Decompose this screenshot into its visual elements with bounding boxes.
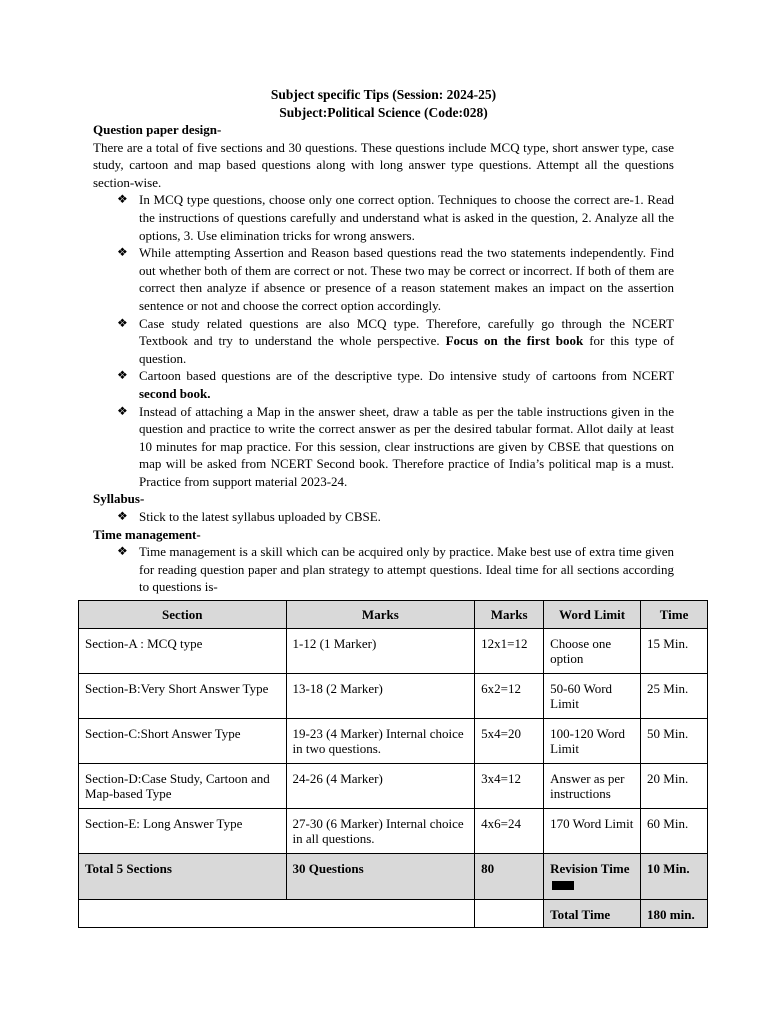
table-cell: 19-23 (4 Marker) Internal choice in two questions. <box>286 718 475 763</box>
document-title-subject: Subject:Political Science (Code:028) <box>279 104 488 120</box>
header-time: Time <box>641 601 708 629</box>
list-item-mcq-tip: ❖ In MCQ type questions, choose only one correct option. Techniques to choose the correct are-1. Read the instructions of questions carefully and understand what is asked in the question, 2. Analyze all the options, 3. Use elimination tricks for wrong answers. <box>117 192 674 243</box>
table-cell: Section-B:Very Short Answer Type <box>79 673 287 718</box>
table-cell: 12x1=12 <box>475 628 544 673</box>
diamond-bullet-icon: ❖ <box>117 368 128 383</box>
revision-minutes-cell: 10 Min. <box>641 853 708 899</box>
header-section: Section <box>79 601 287 629</box>
header-marks: Marks <box>286 601 475 629</box>
table-row <box>79 673 708 718</box>
table-cell: Section-A : MCQ type <box>79 628 287 673</box>
total-time-label: Total Time <box>544 899 641 927</box>
total-marks-cell: 80 <box>475 853 544 899</box>
header-marks-total: Marks <box>475 601 544 629</box>
time-management-heading: Time management- <box>93 526 201 542</box>
table-cell: Section-C:Short Answer Type <box>79 718 287 763</box>
table-cell: 6x2=12 <box>475 673 544 718</box>
table-cell: 3x4=12 <box>475 763 544 808</box>
table-row <box>79 763 708 808</box>
table-cell: 60 Min. <box>641 808 708 853</box>
list-item-assertion-tip: ❖ While attempting Assertion and Reason based questions read the two statements independently. Find out whether both of them are correct or not. These two may be correct or incorrect. If both of them are correct then analyze if absence or presence of a reason statement makes an impact on the assertion sentence or not and choose the correct option accordingly. <box>117 245 674 313</box>
total-questions-cell: 30 Questions <box>286 853 475 899</box>
table-cell: 20 Min. <box>641 763 708 808</box>
table-cell: 170 Word Limit <box>544 808 641 853</box>
table-cell: 25 Min. <box>641 673 708 718</box>
table-cell: 13-18 (2 Marker) <box>286 673 475 718</box>
table-row <box>79 718 708 763</box>
syllabus-list <box>93 508 674 526</box>
time-management-list <box>93 543 674 596</box>
empty-cell <box>475 899 544 927</box>
table-cell: 50-60 Word Limit <box>544 673 641 718</box>
table-cell: 100-120 Word Limit <box>544 718 641 763</box>
question-paper-intro: There are a total of five sections and 30 questions. These questions include MCQ type, short answer type, case study, cartoon and map based questions along with long answer type questions. Attempt all the questions section-wise. <box>93 139 674 190</box>
list-item-cartoon-tip: ❖ Cartoon based questions are of the descriptive type. Do intensive study of cartoons from NCERT second book. <box>117 368 674 401</box>
diamond-bullet-icon: ❖ <box>117 544 128 559</box>
diamond-bullet-icon: ❖ <box>117 509 128 524</box>
table-cell: 50 Min. <box>641 718 708 763</box>
table-row <box>79 808 708 853</box>
table-cell: 5x4=20 <box>475 718 544 763</box>
diamond-bullet-icon: ❖ <box>117 315 128 330</box>
table-cell: 24-26 (4 Marker) <box>286 763 475 808</box>
diamond-bullet-icon: ❖ <box>117 403 128 418</box>
empty-cell <box>79 899 475 927</box>
diamond-bullet-icon: ❖ <box>117 245 128 260</box>
revision-time-label: Revision Time <box>550 860 630 876</box>
list-item-map-tip: ❖ Instead of attaching a Map in the answer sheet, draw a table as per the table instructions given in the question and practice to write the correct answer as per the desired tabular format. Allot daily at least 10 minutes for map practice. For this session, clear instructions are given by CBSE that questions on map will be asked from NCERT Second book. Therefore practice of India’s political map is a must. Practice from support material 2023-24. <box>117 403 674 489</box>
table-cell: Section-E: Long Answer Type <box>79 808 287 853</box>
table-header-row <box>79 601 708 629</box>
table-final-row <box>79 899 708 927</box>
header-word-limit: Word Limit <box>544 601 641 629</box>
revision-time-cell <box>544 853 641 899</box>
list-item-time-tip: ❖ Time management is a skill which can be acquired only by practice. Make best use of extra time given for reading question paper and plan strategy to attempt questions. Ideal time for all sections according to questions is- <box>117 544 674 595</box>
total-time-value: 180 min. <box>641 899 708 927</box>
document-body <box>93 86 674 596</box>
total-sections-cell: Total 5 Sections <box>79 853 287 899</box>
table-cell: Choose one option <box>544 628 641 673</box>
syllabus-heading: Syllabus- <box>93 491 145 507</box>
table-cell: 15 Min. <box>641 628 708 673</box>
list-item-case-study-tip: ❖ Case study related questions are also MCQ type. Therefore, carefully go through the NCERT Textbook and try to understand the whole perspective. Focus on the first book for this type of question. <box>117 315 675 366</box>
time-allocation-table <box>78 600 708 928</box>
table-cell: Section-D:Case Study, Cartoon and Map-based Type <box>79 763 287 808</box>
question-paper-heading: Question paper design- <box>93 122 222 137</box>
table-cell: 27-30 (6 Marker) Internal choice in all questions. <box>286 808 475 853</box>
table-row <box>79 628 708 673</box>
table-cell: Answer as per instructions <box>544 763 641 808</box>
table-cell: 1-12 (1 Marker) <box>286 628 475 673</box>
list-item-syllabus-tip: ❖ Stick to the latest syllabus uploaded by CBSE. <box>117 509 381 525</box>
diamond-bullet-icon: ❖ <box>117 192 128 207</box>
document-title-session: Subject specific Tips (Session: 2024-25) <box>270 87 497 102</box>
table-total-row <box>79 853 708 899</box>
redaction-mark <box>552 881 574 890</box>
question-tips-list <box>93 191 674 490</box>
table-cell: 4x6=24 <box>475 808 544 853</box>
